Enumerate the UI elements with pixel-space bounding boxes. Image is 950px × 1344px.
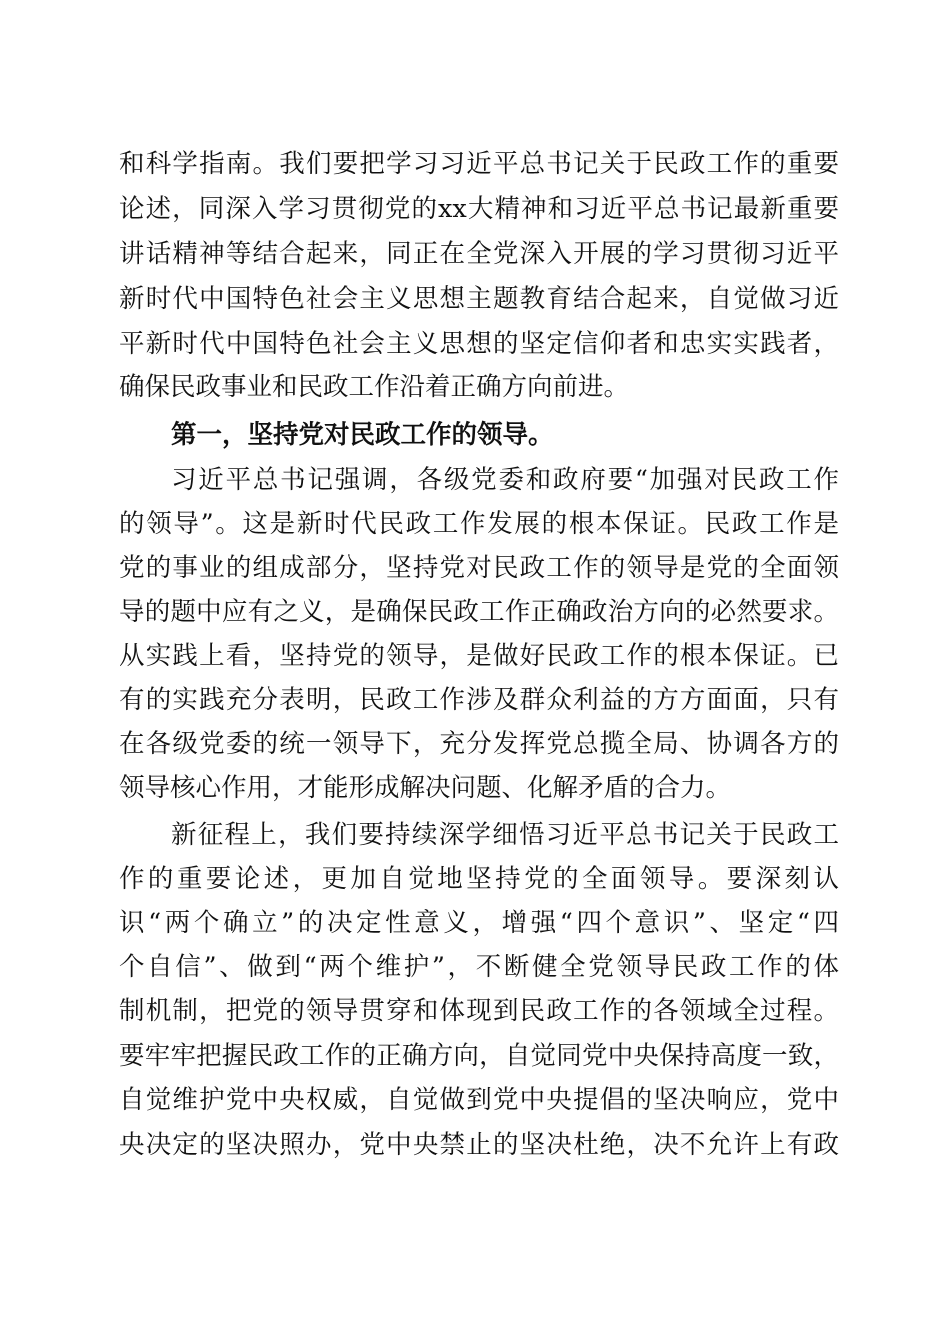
text-line: 从实践上看，坚持党的领导，是做好民政工作的根本保证。已 [119,641,839,671]
text-line: 制机制，把党的领导贯穿和体现到民政工作的各领域全过程。 [119,996,839,1026]
text-line: 识“两个确立”的决定性意义，增强“四个意识”、坚定“四 [119,908,839,938]
text-line: 在各级党委的统一领导下，充分发挥党总揽全局、协调各方的 [119,729,839,759]
text-line: 要牢牢把握民政工作的正确方向，自觉同党中央保持高度一致， [119,1041,839,1071]
text-line: 导的题中应有之义，是确保民政工作正确政治方向的必然要求。 [119,597,839,627]
text-line: 习近平总书记强调，各级党委和政府要“加强对民政工作 [171,465,839,495]
text-line: 央决定的坚决照办，党中央禁止的坚决杜绝，决不允许上有政 [119,1130,839,1160]
text-line: 新征程上，我们要持续深学细悟习近平总书记关于民政工 [171,820,839,850]
text-line: 党的事业的组成部分，坚持党对民政工作的领导是党的全面领 [119,553,839,583]
text-line: 有的实践充分表明，民政工作涉及群众利益的方方面面，只有 [119,685,839,715]
text-line: 自觉维护党中央权威，自觉做到党中央提倡的坚决响应，党中 [119,1085,839,1115]
text-line: 新时代中国特色社会主义思想主题教育结合起来，自觉做习近 [119,284,839,314]
text-line: 个自信”、做到“两个维护”，不断健全党领导民政工作的体 [119,952,839,982]
heading-text: 第一，坚持党对民政工作的领导。 [171,420,554,450]
text-line: 平新时代中国特色社会主义思想的坚定信仰者和忠实实践者， [119,329,839,359]
text-line: 讲话精神等结合起来，同正在全党深入开展的学习贯彻习近平 [119,239,839,269]
text-line: 确保民政事业和民政工作沿着正确方向前进。 [119,372,630,402]
text-line: 论述，同深入学习贯彻党的xx大精神和习近平总书记最新重要 [119,194,839,224]
text-line: 和科学指南。我们要把学习习近平总书记关于民政工作的重要 [119,149,839,179]
text-line: 的领导”。这是新时代民政工作发展的根本保证。民政工作是 [119,509,839,539]
text-line: 作的重要论述，更加自觉地坚持党的全面领导。要深刻认 [119,864,839,894]
text-line: 领导核心作用，才能形成解决问题、化解矛盾的合力。 [119,773,732,803]
